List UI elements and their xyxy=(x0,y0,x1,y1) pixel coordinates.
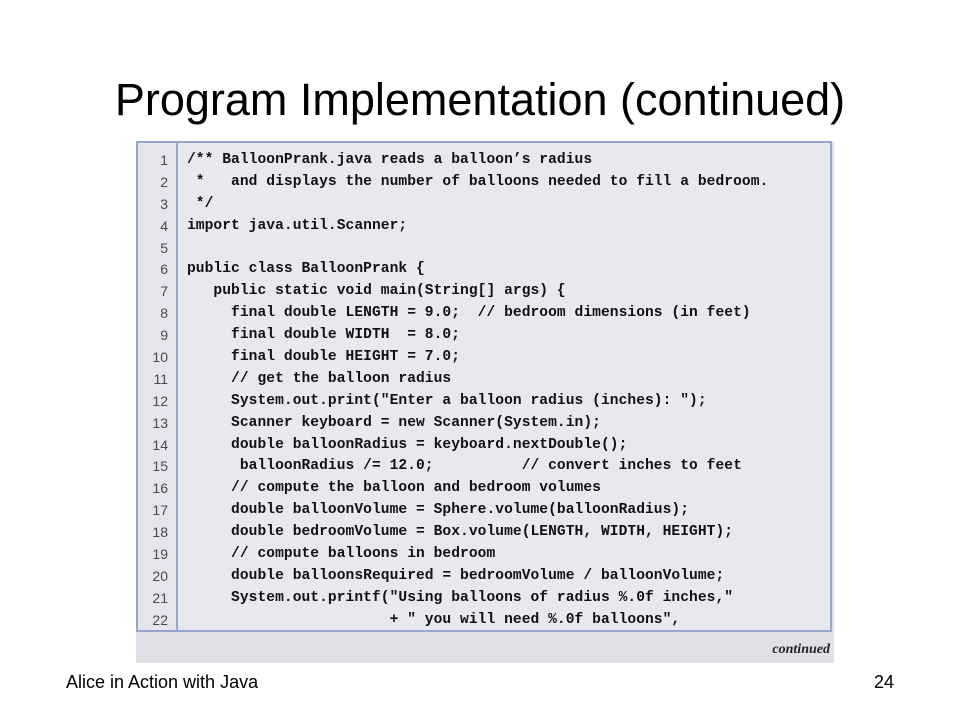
code-text: */ xyxy=(187,195,214,212)
line-number: 7 xyxy=(160,283,168,300)
line-number: 2 xyxy=(160,173,168,190)
line-number: 20 xyxy=(152,567,168,584)
code-line xyxy=(138,194,830,216)
continued-label: continued xyxy=(772,642,830,657)
code-line xyxy=(138,610,830,632)
code-line xyxy=(138,566,830,588)
code-line xyxy=(138,150,830,172)
code-line xyxy=(138,369,830,391)
code-line xyxy=(138,478,830,500)
code-text: final double LENGTH = 9.0; // bedroom dimensions (in feet) xyxy=(187,305,751,322)
slide-title: Program Implementation (continued) xyxy=(114,74,846,125)
line-number: 1 xyxy=(160,152,168,168)
line-number: 4 xyxy=(160,217,168,234)
code-line xyxy=(138,413,830,435)
line-number: 3 xyxy=(160,195,168,212)
line-number: 6 xyxy=(160,261,168,278)
line-number: 8 xyxy=(160,305,168,322)
code-text: final double HEIGHT = 7.0; xyxy=(187,349,461,366)
code-line xyxy=(138,500,830,522)
page-number: 24 xyxy=(873,672,894,692)
code-line xyxy=(138,172,830,194)
code-line xyxy=(138,588,830,610)
line-number: 16 xyxy=(152,480,168,497)
line-number: 9 xyxy=(160,327,168,344)
line-number: 21 xyxy=(152,589,168,606)
code-line xyxy=(138,456,830,478)
code-text: public static void main(String[] args) { xyxy=(187,283,566,300)
code-text: double bedroomVolume = Box.volume(LENGTH, WIDTH, HEIGHT); xyxy=(187,524,734,541)
code-figure xyxy=(136,141,834,663)
code-line xyxy=(138,435,830,457)
line-number: 19 xyxy=(152,546,168,563)
code-text: * and displays the number of balloons needed to fill a bedroom. xyxy=(187,173,769,190)
code-text: /** BalloonPrank.java reads a balloon’s radius xyxy=(187,152,593,168)
line-number: 10 xyxy=(152,349,168,366)
code-text: + " you will need %.0f balloons", xyxy=(187,611,681,628)
line-number: 15 xyxy=(152,458,168,475)
code-line xyxy=(138,325,830,347)
line-number: 11 xyxy=(153,370,168,387)
code-line xyxy=(138,347,830,369)
code-line xyxy=(138,259,830,281)
code-text: double balloonRadius = keyboard.nextDouble(); xyxy=(187,436,628,453)
code-line xyxy=(138,216,830,238)
code-text: // compute the balloon and bedroom volumes xyxy=(187,480,601,497)
line-number: 5 xyxy=(160,239,168,256)
code-text: double balloonsRequired = bedroomVolume / balloonVolume; xyxy=(187,567,725,584)
code-text: System.out.printf("Using balloons of radius %.0f inches," xyxy=(187,589,734,606)
code-line xyxy=(138,303,830,325)
code-text: // compute balloons in bedroom xyxy=(187,546,496,563)
code-text: Scanner keyboard = new Scanner(System.in); xyxy=(187,414,601,431)
line-number: 13 xyxy=(152,414,168,431)
code-text: // get the balloon radius xyxy=(187,370,452,387)
code-text: public class BalloonPrank { xyxy=(187,261,425,278)
code-text: double balloonVolume = Sphere.volume(balloonRadius); xyxy=(187,502,690,519)
code-lines xyxy=(138,150,830,632)
code-text: import java.util.Scanner; xyxy=(187,217,408,234)
code-line xyxy=(138,544,830,566)
code-line xyxy=(138,238,830,260)
code-line xyxy=(138,281,830,303)
code-line xyxy=(138,522,830,544)
line-number: 17 xyxy=(152,502,168,519)
footer-title: Alice in Action with Java xyxy=(66,672,259,692)
code-line xyxy=(138,391,830,413)
line-number: 14 xyxy=(152,436,168,453)
line-number: 12 xyxy=(152,392,168,409)
code-text: System.out.print("Enter a balloon radius (inches): "); xyxy=(187,392,707,409)
code-text: balloonRadius /= 12.0; // convert inches to feet xyxy=(187,458,742,475)
code-listing xyxy=(136,141,832,632)
code-text: final double WIDTH = 8.0; xyxy=(187,327,461,344)
line-number: 22 xyxy=(152,611,168,628)
line-number: 18 xyxy=(152,524,168,541)
